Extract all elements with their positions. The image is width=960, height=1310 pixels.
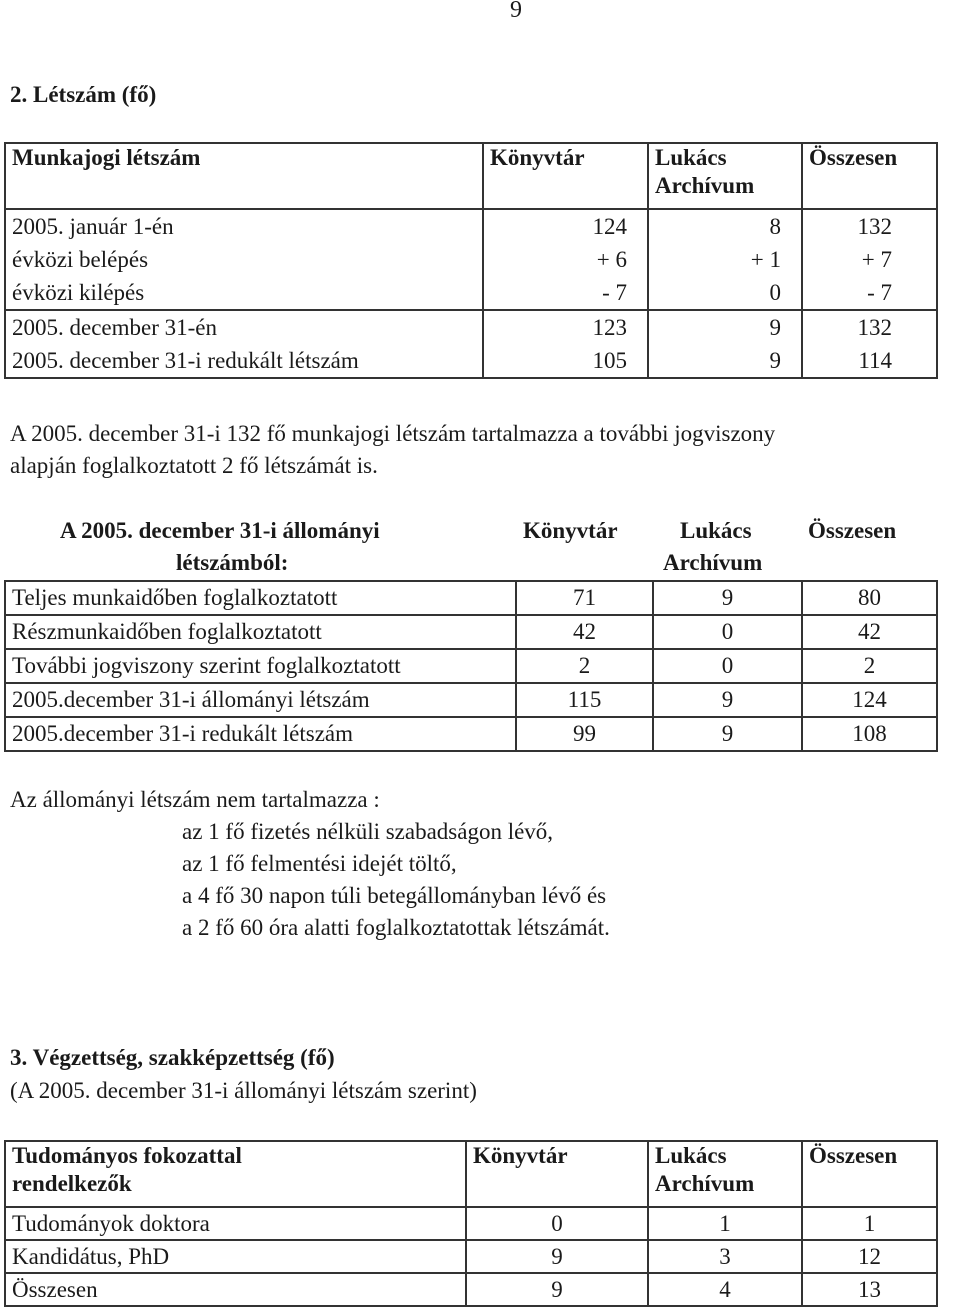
- value: 12: [802, 1240, 937, 1273]
- section-3-subtitle: (A 2005. december 31-i állományi létszám szerint): [10, 1078, 477, 1103]
- value: 124: [592, 214, 627, 239]
- note-line-1: A 2005. december 31-i 132 fő munkajogi létszám tartalmazza a további jogviszony: [10, 421, 776, 446]
- value: + 1: [750, 247, 781, 272]
- value: 105: [592, 348, 627, 373]
- exclusion-item: a 4 fő 30 napon túli betegállományban lévő és: [182, 883, 607, 908]
- label-cell: [5, 209, 483, 310]
- section-3-title: 3. Végzettség, szakképzettség (fő): [10, 1045, 335, 1070]
- exclusion-item: a 2 fő 60 óra alatti foglalkoztatottak létszámát.: [182, 915, 610, 940]
- value: 9: [653, 581, 802, 615]
- row-label: 2005. december 31-én: [12, 315, 218, 340]
- row-label: Tudományok doktora: [5, 1207, 466, 1240]
- value: 42: [516, 615, 653, 649]
- value: 108: [802, 717, 937, 751]
- label-cell: [5, 310, 483, 378]
- row-label: évközi belépés: [12, 247, 149, 272]
- table-total-row: [5, 1273, 937, 1306]
- table2-header-line2: létszámból:: [176, 550, 289, 575]
- page-number: 9: [510, 0, 522, 23]
- value: - 7: [602, 280, 627, 305]
- value: 124: [802, 683, 937, 717]
- value: 9: [769, 348, 781, 373]
- lukacs-cell: [648, 209, 802, 310]
- value: 42: [802, 615, 937, 649]
- value: 99: [516, 717, 653, 751]
- qualification-table: [4, 1140, 938, 1307]
- value: 4: [648, 1273, 802, 1306]
- value: 1: [648, 1207, 802, 1240]
- table-row: [5, 581, 937, 615]
- value: 13: [802, 1273, 937, 1306]
- header-fokozat-line1: Tudományos fokozattal: [12, 1143, 242, 1168]
- table-body-block: [5, 209, 937, 310]
- staff-table: [4, 580, 938, 752]
- konyvtar-cell: [483, 209, 648, 310]
- value: 1: [802, 1207, 937, 1240]
- value: 9: [653, 717, 802, 751]
- value: 9: [466, 1273, 648, 1306]
- header-lukacs-line1: Lukács: [655, 1143, 727, 1168]
- value: 132: [857, 214, 892, 239]
- header-munkajogi: Munkajogi létszám: [5, 143, 483, 209]
- value: 9: [653, 683, 802, 717]
- header-lukacs-line2: Archívum: [655, 1170, 755, 1196]
- row-label: Teljes munkaidőben foglalkoztatott: [5, 581, 516, 615]
- value: 115: [516, 683, 653, 717]
- value: 3: [648, 1240, 802, 1273]
- row-label: 2005. január 1-én: [12, 214, 174, 239]
- exclusion-item: az 1 fő felmentési idejét töltő,: [182, 851, 457, 876]
- value: 71: [516, 581, 653, 615]
- value: 0: [653, 649, 802, 683]
- header-konyvtar: Könyvtár: [466, 1141, 648, 1207]
- headcount-table: [4, 142, 938, 379]
- table-row: [5, 1207, 937, 1240]
- row-label: 2005.december 31-i állományi létszám: [5, 683, 516, 717]
- exclusion-item: az 1 fő fizetés nélküli szabadságon lévő,: [182, 819, 554, 844]
- table-row: [5, 1240, 937, 1273]
- value: 2: [516, 649, 653, 683]
- value: - 7: [867, 280, 892, 305]
- table2-header-osszesen: Összesen: [808, 518, 897, 543]
- row-label: Összesen: [5, 1273, 466, 1306]
- table-row-bold: [5, 683, 937, 717]
- lukacs-cell: [648, 310, 802, 378]
- header-osszesen: Összesen: [802, 143, 937, 209]
- osszesen-cell: [802, 310, 937, 378]
- header-osszesen: Összesen: [802, 1141, 937, 1207]
- value: 0: [769, 280, 781, 305]
- row-label: évközi kilépés: [12, 280, 145, 305]
- table2-header-lukacs-line2: Archívum: [663, 550, 763, 575]
- table-row: [5, 649, 937, 683]
- value: + 6: [596, 247, 627, 272]
- value: 123: [592, 315, 627, 340]
- value: 8: [769, 214, 781, 239]
- value: 2: [802, 649, 937, 683]
- value: 0: [466, 1207, 648, 1240]
- header-lukacs: [648, 143, 802, 209]
- table-row-bold: [5, 717, 937, 751]
- header-lukacs-line2: Archívum: [655, 172, 755, 198]
- value: 114: [858, 348, 892, 373]
- header-fokozat: [5, 1141, 466, 1207]
- row-label: 2005.december 31-i redukált létszám: [5, 717, 516, 751]
- value: 9: [466, 1240, 648, 1273]
- header-lukacs: [648, 1141, 802, 1207]
- value: 0: [653, 615, 802, 649]
- note-line-2: alapján foglalkoztatott 2 fő létszámát is.: [10, 453, 378, 478]
- value: 132: [857, 315, 892, 340]
- row-label: Részmunkaidőben foglalkoztatott: [5, 615, 516, 649]
- row-label: Kandidátus, PhD: [5, 1240, 466, 1273]
- table2-header-line1: A 2005. december 31-i állományi: [60, 518, 380, 543]
- row-label: 2005. december 31-i redukált létszám: [12, 348, 359, 373]
- table2-header-lukacs-line1: Lukács: [680, 518, 752, 543]
- value: 9: [769, 315, 781, 340]
- header-fokozat-line2: rendelkezők: [12, 1170, 132, 1196]
- row-label: További jogviszony szerint foglalkoztatott: [5, 649, 516, 683]
- header-lukacs-line1: Lukács: [655, 145, 727, 170]
- section-2-title: 2. Létszám (fő): [10, 82, 157, 107]
- value: + 7: [861, 247, 892, 272]
- value: 80: [802, 581, 937, 615]
- table-header-row: [5, 1141, 937, 1207]
- header-konyvtar: Könyvtár: [483, 143, 648, 209]
- table-header-row: [5, 143, 937, 209]
- osszesen-cell: [802, 209, 937, 310]
- table-row: [5, 615, 937, 649]
- konyvtar-cell: [483, 310, 648, 378]
- exclusions-intro: Az állományi létszám nem tartalmazza :: [10, 787, 380, 812]
- table2-header-konyvtar: Könyvtár: [523, 518, 618, 543]
- table-body-block-2: [5, 310, 937, 378]
